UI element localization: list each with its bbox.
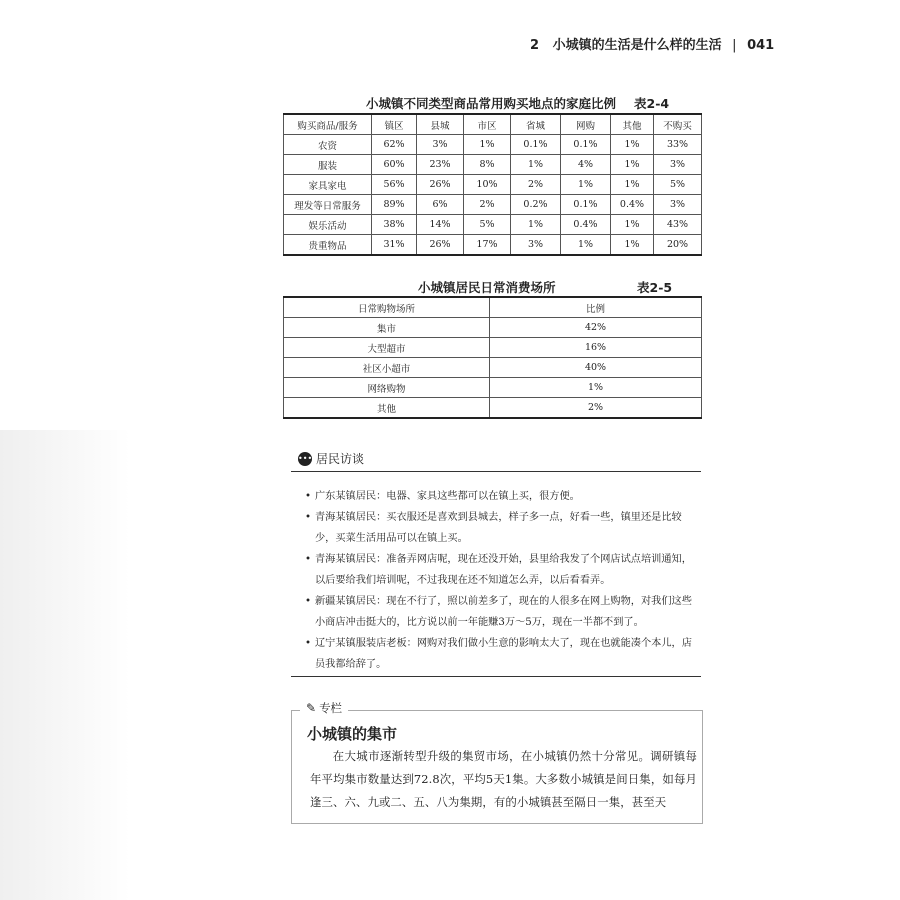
column-header: 其他: [611, 114, 654, 135]
column-header: 日常购物场所: [284, 297, 490, 318]
column-tag: [300, 700, 348, 716]
table-cell: 理发等日常服务: [284, 195, 372, 215]
table2-caption: 小城镇居民日常消费场所: [418, 280, 556, 295]
table-cell: 集市: [284, 318, 490, 338]
column-header: 镇区: [372, 114, 417, 135]
table-cell: 其他: [284, 398, 490, 419]
table-cell: 10%: [464, 175, 511, 195]
table-cell: 33%: [654, 135, 702, 155]
table-cell: 16%: [490, 338, 702, 358]
table-cell: 贵重物品: [284, 235, 372, 256]
table-row: [284, 338, 702, 358]
table-cell: 56%: [372, 175, 417, 195]
separator: |: [732, 38, 737, 53]
table-row: [284, 175, 702, 195]
interview-section-heading: [298, 450, 364, 467]
table-cell: 0.2%: [511, 195, 561, 215]
table-cell: 26%: [417, 235, 464, 256]
table-cell: 1%: [464, 135, 511, 155]
table-cell: 5%: [464, 215, 511, 235]
table-cell: 6%: [417, 195, 464, 215]
table-header-row: [284, 297, 702, 318]
table-cell: 1%: [611, 155, 654, 175]
table-cell: 3%: [654, 195, 702, 215]
table-cell: 网络购物: [284, 378, 490, 398]
table-cell: 1%: [611, 135, 654, 155]
table-cell: 40%: [490, 358, 702, 378]
table-row: [284, 398, 702, 419]
interview-item: • 广东某镇居民：电器、家具这些都可以在镇上买，很方便。: [305, 486, 700, 507]
table1-label: 表2-4: [634, 96, 670, 111]
table-cell: 38%: [372, 215, 417, 235]
table-cell: 5%: [654, 175, 702, 195]
chapter-number: 2: [530, 38, 540, 53]
table-cell: 23%: [417, 155, 464, 175]
table-cell: 大型超市: [284, 338, 490, 358]
table2-label: 表2-5: [637, 280, 673, 295]
table-cell: 43%: [654, 215, 702, 235]
column-header: 市区: [464, 114, 511, 135]
table-cell: 2%: [511, 175, 561, 195]
table-cell: 2%: [490, 398, 702, 419]
table-cell: 家具家电: [284, 175, 372, 195]
table-cell: 1%: [611, 235, 654, 256]
shopping-place-table: [283, 296, 702, 419]
table-cell: 62%: [372, 135, 417, 155]
chapter-title: 小城镇的生活是什么样的生活: [552, 38, 722, 53]
interview-item: • 辽宁某镇服装店老板：网购对我们做小生意的影响太大了，现在也就能凑个本儿，店员我都给辞了。: [305, 633, 700, 675]
table-cell: 0.1%: [561, 135, 611, 155]
table-cell: 1%: [490, 378, 702, 398]
table-cell: 4%: [561, 155, 611, 175]
table-cell: 2%: [464, 195, 511, 215]
table-cell: 服装: [284, 155, 372, 175]
column-header: 购买商品/服务: [284, 114, 372, 135]
table-cell: 0.1%: [561, 195, 611, 215]
table-cell: 1%: [611, 175, 654, 195]
column-header: 不购买: [654, 114, 702, 135]
table-cell: 26%: [417, 175, 464, 195]
table-cell: 60%: [372, 155, 417, 175]
table-cell: 14%: [417, 215, 464, 235]
table-cell: 89%: [372, 195, 417, 215]
table-cell: 1%: [611, 215, 654, 235]
column-title: 小城镇的集市: [307, 725, 398, 743]
table-cell: 42%: [490, 318, 702, 338]
page-edge-shadow: [0, 430, 130, 900]
table-cell: 3%: [511, 235, 561, 256]
table-row: [284, 195, 702, 215]
table-cell: 3%: [654, 155, 702, 175]
column-tag-label: 专栏: [319, 701, 343, 715]
interview-item: • 新疆某镇居民：现在不行了，照以前差多了，现在的人很多在网上购物，对我们这些小商店冲击挺大的，比方说以前一年能赚3万～5万，现在一半都不到了。: [305, 591, 700, 633]
table-cell: 20%: [654, 235, 702, 256]
table-cell: 0.1%: [511, 135, 561, 155]
table-cell: 1%: [511, 215, 561, 235]
page-number: 041: [747, 38, 775, 53]
table-cell: 0.4%: [611, 195, 654, 215]
interview-title: 居民访谈: [316, 452, 365, 466]
table-header-row: [284, 114, 702, 135]
table-cell: 8%: [464, 155, 511, 175]
table-row: [284, 378, 702, 398]
running-head: [530, 34, 775, 53]
table-cell: 1%: [511, 155, 561, 175]
table-cell: 社区小超市: [284, 358, 490, 378]
table-row: [284, 135, 702, 155]
purchase-location-table: [283, 113, 702, 256]
column-body: 在大城市逐渐转型升级的集贸市场，在小城镇仍然十分常见。调研镇每年平均集市数量达到72.8次，平均5天1集。大多数小城镇是间日集，如每月逢三、六、九或二、五、八为集期，有的小城镇甚至隔日一集，甚至天: [310, 749, 697, 809]
table1-caption: 小城镇不同类型商品常用购买地点的家庭比例: [366, 96, 617, 111]
pen-icon: ✎: [306, 701, 317, 715]
column-header: 网购: [561, 114, 611, 135]
section-divider: [291, 676, 701, 677]
table-cell: 娱乐活动: [284, 215, 372, 235]
table-row: [284, 235, 702, 256]
table-cell: 3%: [417, 135, 464, 155]
table-cell: 0.4%: [561, 215, 611, 235]
table-row: [284, 318, 702, 338]
section-divider: [291, 471, 701, 472]
interview-item: • 青海某镇居民：准备弄网店呢，现在还没开始，县里给我发了个网店试点培训通知，以后要给我们培训呢，不过我现在还不知道怎么弄，以后看看弄。: [305, 549, 700, 591]
chat-icon: •••: [298, 452, 312, 466]
table-cell: 1%: [561, 175, 611, 195]
interview-item: • 青海某镇居民：买衣服还是喜欢到县城去，样子多一点，好看一些，镇里还是比较少，买菜生活用品可以在镇上买。: [305, 507, 700, 549]
table-cell: 31%: [372, 235, 417, 256]
column-header: 比例: [490, 297, 702, 318]
column-header: 县城: [417, 114, 464, 135]
table-row: [284, 155, 702, 175]
interview-list: [305, 486, 700, 675]
table-cell: 1%: [561, 235, 611, 256]
column-header: 省城: [511, 114, 561, 135]
table-cell: 农资: [284, 135, 372, 155]
table-row: [284, 358, 702, 378]
table-row: [284, 215, 702, 235]
table-cell: 17%: [464, 235, 511, 256]
